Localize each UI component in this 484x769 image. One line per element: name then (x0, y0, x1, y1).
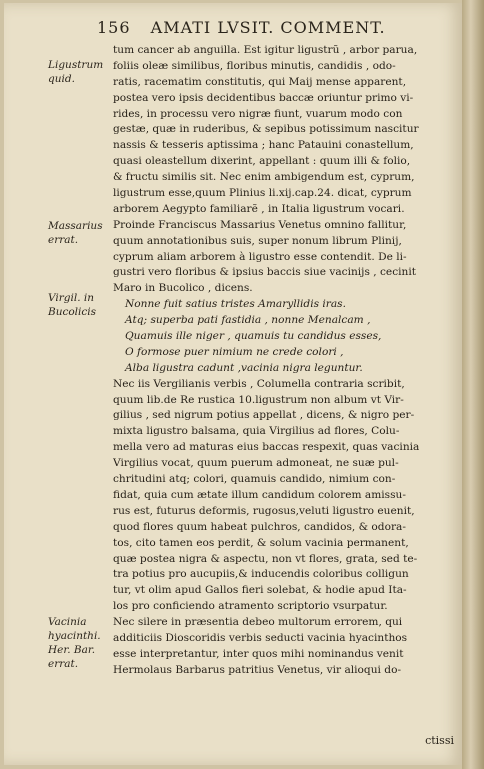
text-line: rus est, futurus deformis, rugosus,veluti ligustro euenit, (113, 504, 415, 517)
text-line: chritudini atq; colori, quamuis candido, nimium con- (113, 473, 396, 486)
text-line: tur, vt olim apud Gallos fieri solebat, & hodie apud Ita- (113, 584, 407, 597)
text-line: additiciis Dioscoridis verbis seducti vacinia hyacinthos (113, 631, 408, 644)
verse-line: Quamuis ille niger , quamuis tu candidus esses, (125, 330, 382, 343)
text-line: postea vero ipsis decidentibus baccæ oriuntur primo vi- (113, 91, 414, 104)
margin-note-line: Her. Bar. (48, 644, 96, 656)
margin-note-line: errat. (48, 234, 79, 246)
margin-note-massarius (48, 219, 103, 247)
text-line: Proinde Franciscus Massarius Venetus omnino fallitur, (113, 218, 407, 231)
text-line: quæ postea nigra & aspectu, non vt flores, grata, sed te- (113, 552, 418, 565)
running-title: AMATI LVSIT. COMMENT. (150, 18, 386, 37)
page-number: 156 (97, 18, 131, 37)
margin-note-line: Ligustrum (48, 59, 104, 71)
text-line: cyprum aliam arborem à ligustro esse contendit. De li- (113, 250, 407, 263)
text-line: quasi oleastellum dixerint, appellant : quum illi & folio, (113, 155, 411, 168)
text-line: nassis & tesseris aptissima ; hanc Patauini conastellum, (113, 139, 414, 152)
text-line: Hermolaus Barbarus patritius Venetus, vir alioqui do- (113, 663, 402, 676)
text-line: tos, cito tamen eos perdit, & solum vacinia permanent, (113, 536, 409, 549)
margin-note-line: Massarius (48, 220, 103, 232)
text-line: Nec silere in præsentia debeo multorum errorem, qui (113, 616, 403, 629)
text-line: tra potius pro aucupiis,& inducendis coloribus colligun (113, 568, 409, 581)
text-line: mixta ligustro balsama, quia Virgilius ad flores, Colu- (113, 425, 400, 438)
running-header (97, 18, 417, 38)
margin-note-ligustrum (48, 58, 104, 86)
margin-note-vacinia (48, 615, 100, 671)
text-line: los pro conficiendo atramento scriptorio vsurpatur. (113, 600, 388, 613)
main-text (113, 43, 453, 679)
text-line: gustri vero floribus & ipsius baccis siue vacinijs , cecinit (113, 266, 416, 279)
book-spine (462, 0, 484, 769)
text-line: arborem Aegypto familiarẽ , in Italia ligustrum vocari. (113, 202, 405, 215)
margin-note-virgil (48, 291, 100, 319)
margin-note-line: Virgil. in (48, 292, 95, 304)
text-line: mella vero ad maturas eius baccas respexit, quas vacinia (113, 441, 420, 454)
text-line: tum cancer ab anguilla. Est igitur ligustrũ , arbor parua, (113, 44, 418, 56)
verse-line: Alba ligustra cadunt ,vacinia nigra leguntur. (125, 361, 363, 374)
verse-line: Nonne fuit satius tristes Amaryllidis iras. (125, 298, 346, 311)
margin-note-line: errat. (48, 658, 79, 670)
margin-note-line: quid. (48, 73, 75, 85)
text-line: quod flores quum habeat pulchros, candidos, & odora- (113, 520, 406, 533)
verse-line: O formose puer nimium ne crede colori , (125, 345, 344, 358)
text-line: Virgilius vocat, quum puerum admoneat, ne suæ pul- (113, 457, 399, 470)
text-line: Nec iis Vergilianis verbis , Columella contraria scribit, (113, 377, 405, 390)
text-line: & fructu similis sit. Nec enim ambigendum est, cyprum, (113, 171, 415, 184)
margin-note-line: Bucolicis (48, 306, 97, 318)
text-line: quum annotationibus suis, super nonum librum Plinij, (113, 234, 402, 247)
margin-note-line: hyacinthi. (48, 630, 101, 642)
text-line: ligustrum esse,quum Plinius li.xij.cap.24. dicat, cyprum (113, 187, 412, 200)
text-line: esse interpretantur, inter quos mihi nominandus venit (113, 647, 404, 660)
text-line: fidat, quia cum ætate illum candidum colorem amissu- (113, 488, 406, 501)
text-line: gilius , sed nigrum potius appellat , dicens, & nigro per- (113, 409, 415, 422)
text-line: Maro in Bucolico , dicens. (113, 282, 253, 295)
text-line: rides, in processu vero nigræ fiunt, vuarum modo con (113, 107, 403, 120)
text-line: ratis, racematim constitutis, qui Maij mense apparent, (113, 75, 407, 88)
verse-line: Atq; superba pati fastidia , nonne Menalcam , (125, 314, 371, 327)
text-line: quum lib.de Re rustica 10.ligustrum non album vt Vir- (113, 393, 404, 406)
text-line: gestæ, quæ in ruderibus, & sepibus potissimum nascitur (113, 123, 419, 136)
margin-note-line: Vacinia (48, 616, 87, 628)
catchword: ctissi (425, 734, 454, 747)
text-line: foliis oleæ similibus, floribus minutis, candidis , odo- (113, 59, 396, 72)
